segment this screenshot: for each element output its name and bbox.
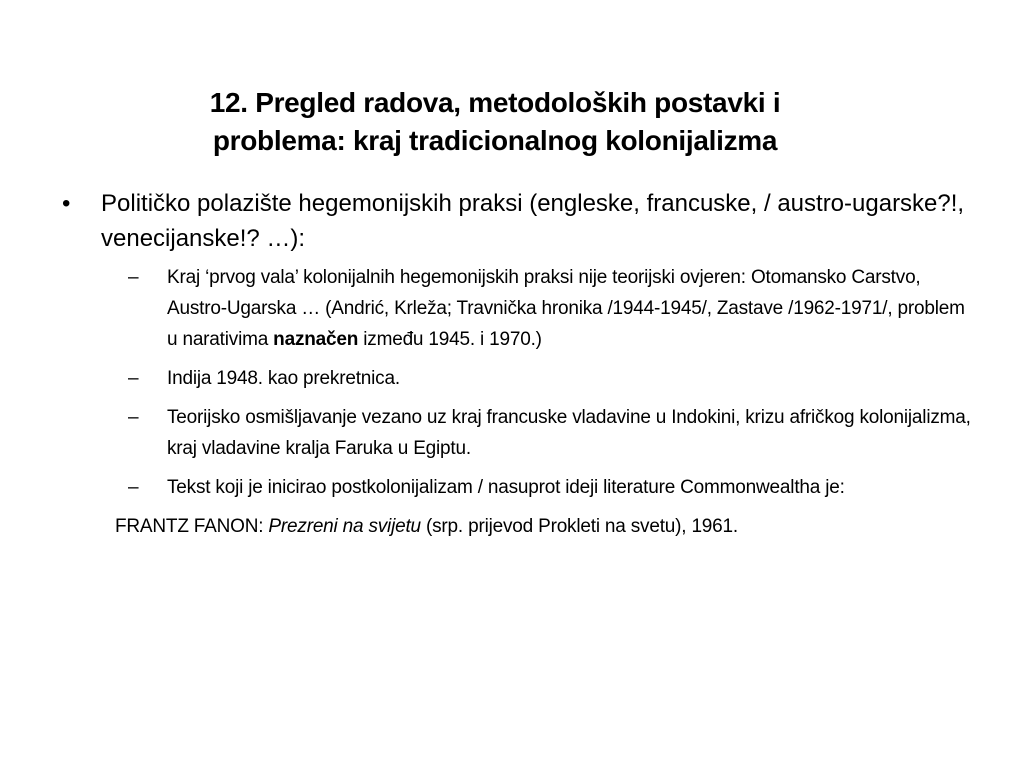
dash-icon: –: [128, 368, 139, 389]
dash-icon: –: [128, 477, 139, 498]
sub-item-2: [128, 363, 980, 394]
sub-item-1-bold: naznačen: [273, 329, 359, 350]
title-line-2: problema: kraj tradicionalnog kolonijalizma: [212, 125, 778, 156]
slide-title: [90, 84, 900, 160]
main-bullet-text: Političko polazište hegemonijskih praksi (engleske, francuske, / austro-ugarske?!, venecijanske!? …):: [101, 190, 965, 252]
fanon-author: FRANTZ FANON:: [115, 516, 269, 537]
fanon-reference: [115, 511, 980, 542]
bullet-dot-icon: •: [62, 190, 71, 217]
fanon-rest: (srp. prijevod Prokleti na svetu), 1961.: [420, 516, 738, 537]
sub-item-3: [128, 402, 980, 464]
sub-item-2-text: Indija 1948. kao prekretnica.: [167, 368, 400, 389]
sub-list: [60, 262, 980, 503]
slide-content: [60, 186, 980, 542]
sub-item-1: [128, 262, 980, 355]
sub-item-1-text-before: Kraj ‘prvog vala’ kolonijalnih hegemonijskih praksi nije teorijski ovjeren: Otomansko Carstvo, Austro-Ugarska … (Andrić, Krleža; Travnička hronika /1944-1945/, Zastave /1962-1971/, problem u narativima: [167, 267, 965, 350]
title-line-1: 12. Pregled radova, metodoloških postavki i: [209, 87, 781, 118]
dash-icon: –: [128, 267, 139, 288]
main-bullet: [60, 186, 980, 256]
sub-item-4-text: Tekst koji je inicirao postkolonijalizam / nasuprot ideji literature Commonwealtha je:: [167, 477, 845, 498]
sub-item-1-text-after: između 1945. i 1970.): [358, 329, 542, 350]
fanon-book-title: Prezreni na svijetu: [268, 516, 421, 537]
dash-icon: –: [128, 407, 139, 428]
sub-item-4: [128, 472, 980, 503]
sub-item-3-text: Teorijsko osmišljavanje vezano uz kraj francuske vladavine u Indokini, krizu afričkog kolonijalizma, kraj vladavine kralja Faruka u Egiptu.: [167, 407, 971, 459]
